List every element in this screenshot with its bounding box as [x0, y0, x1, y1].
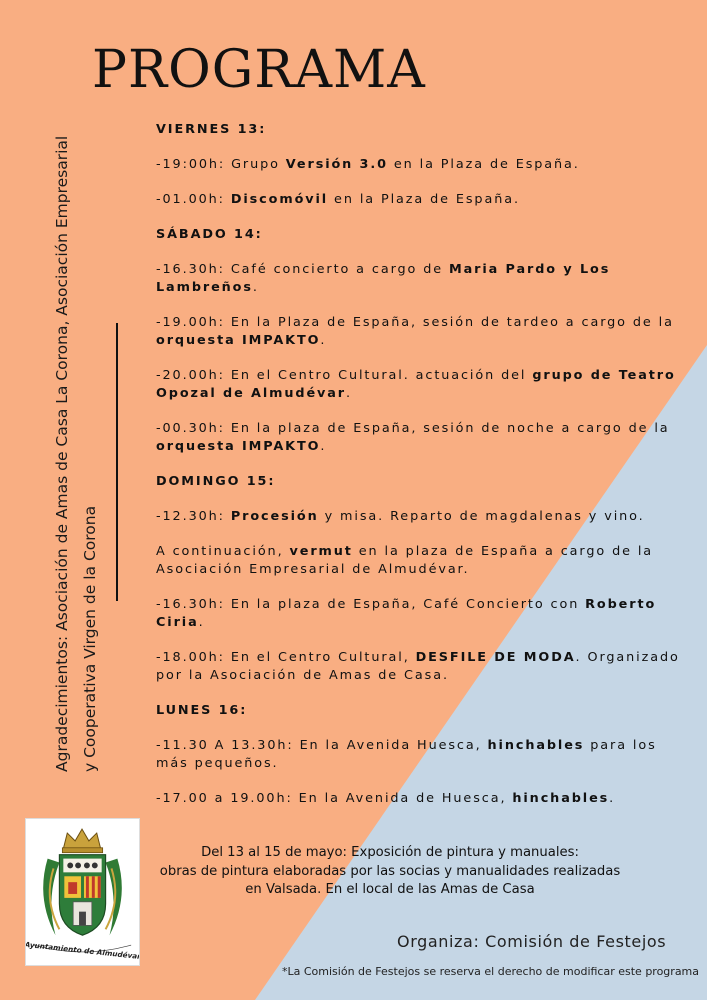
event-highlight: orquesta IMPAKTO: [156, 439, 321, 454]
town-hall-logo: [25, 818, 140, 966]
event-text: -19.00h: En la Plaza de España, sesión de tardeo a cargo de la: [156, 315, 674, 330]
event-text: -01.00h:: [156, 192, 231, 207]
event-text-end: en la Plaza de España.: [387, 157, 580, 172]
day-heading: LUNES 16:: [156, 703, 248, 718]
event-text-end: y misa. Reparto de magdalenas y vino.: [318, 509, 645, 524]
event-text: A continuación,: [156, 544, 290, 559]
event-item: [156, 596, 686, 632]
event-text: -00.30h: En la plaza de España, sesión de noche a cargo de la: [156, 421, 670, 436]
event-highlight: Procesión: [230, 509, 319, 524]
event-text-end: .: [609, 791, 616, 806]
event-highlight: orquesta IMPAKTO: [156, 333, 321, 348]
event-text: -18.00h: En el Centro Cultural,: [156, 650, 416, 665]
event-highlight: grupo de Teatro Opozal de Almudévar: [156, 368, 676, 401]
event-text: -16.30h: En la plaza de España, Café Concierto con: [156, 597, 586, 612]
event-text: -16.30h: Café concierto a cargo de: [156, 262, 449, 277]
event-item: [156, 156, 686, 174]
exhibition-line: Del 13 al 15 de mayo: Exposición de pintura y manuales:: [201, 845, 579, 860]
event-highlight: Roberto Ciria: [156, 597, 657, 630]
event-text: -19:00h: Grupo: [156, 157, 286, 172]
coat-of-arms-icon: [26, 819, 139, 965]
logo-caption: Ayuntamiento de Almudévar: [26, 939, 139, 962]
event-text-end: .: [320, 333, 327, 348]
event-highlight: Discomóvil: [230, 192, 329, 207]
program-list: [156, 121, 686, 825]
event-highlight: DESFILE DE MODA: [415, 650, 576, 665]
day-heading: VIERNES 13:: [156, 122, 267, 137]
event-item: [156, 508, 686, 526]
event-text-end: .: [198, 615, 205, 630]
event-highlight: hinchables: [512, 791, 610, 806]
event-text-end: . Organizado por la Asociación de Amas de Casa.: [156, 650, 680, 683]
event-item: [156, 790, 686, 808]
event-highlight: hinchables: [487, 738, 585, 753]
event-item: [156, 649, 686, 685]
event-item: [156, 737, 686, 773]
disclaimer-note: *La Comisión de Festejos se reserva el derecho de modificar este programa: [282, 965, 700, 978]
exhibition-line: obras de pintura elaboradas por las socias y manualidades realizadas: [159, 863, 621, 879]
event-text-end: .: [320, 439, 327, 454]
event-text: -20.00h: En el Centro Cultural. actuación del: [156, 368, 533, 383]
event-item: [156, 367, 686, 403]
event-text-end: .: [346, 386, 352, 401]
acknowledgements-text: Agradecimientos: Asociación de Amas de Casa La Corona, Asociación Empresarial y Cooperativa Virgen de la Corona: [53, 135, 99, 772]
day-heading: DOMINGO 15:: [156, 474, 276, 489]
event-text-end: en la Plaza de España.: [328, 192, 520, 207]
event-item: [156, 420, 686, 456]
exhibition-line: en Valsada. En el local de las Amas de Casa: [245, 882, 535, 897]
event-text-end: .: [252, 280, 259, 295]
event-text-end: para los más pequeños.: [156, 738, 657, 771]
event-highlight: Maria Pardo y Los Lambreños: [156, 262, 611, 295]
vertical-divider: [116, 323, 118, 601]
event-text-end: en la plaza de España a cargo de la Asociación Empresarial de Almudévar.: [156, 544, 654, 577]
event-text: -12.30h:: [156, 509, 231, 524]
event-highlight: Versión 3.0: [285, 157, 388, 172]
event-text: -17.00 a 19.00h: En la Avenida de Huesca,: [156, 791, 513, 806]
event-item: [156, 543, 686, 579]
event-text: -11.30 A 13.30h: En la Avenida Huesca,: [156, 738, 488, 753]
event-item: [156, 191, 686, 209]
event-item: [156, 261, 686, 297]
event-highlight: vermut: [289, 544, 353, 559]
event-item: [156, 314, 686, 350]
day-heading: SÁBADO 14:: [156, 227, 263, 242]
organizer-text: Organiza: Comisión de Festejos: [397, 932, 667, 951]
exhibition-info: [140, 844, 640, 900]
page-title: PROGRAMA: [92, 40, 426, 100]
